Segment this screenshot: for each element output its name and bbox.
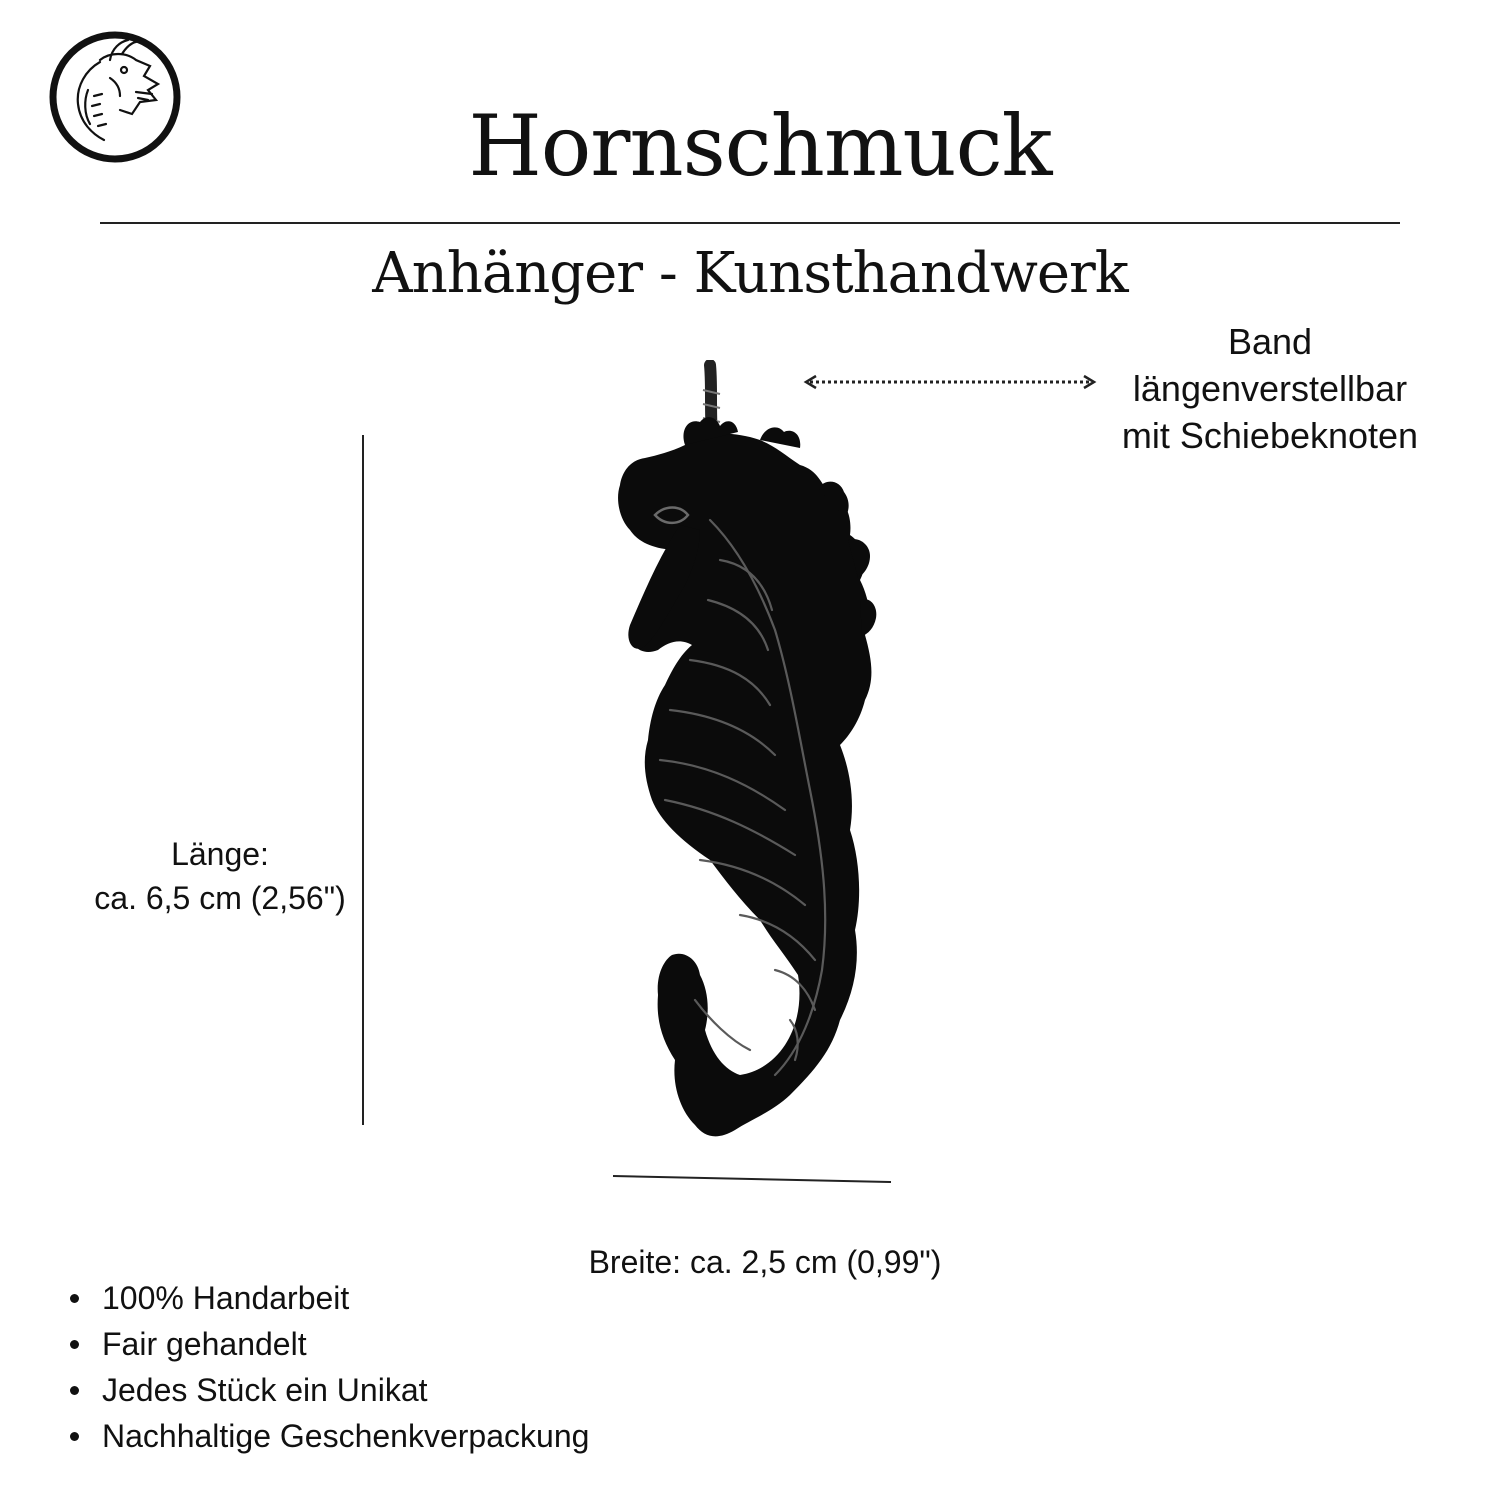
list-item: 100% Handarbeit bbox=[60, 1275, 589, 1321]
length-marker-line bbox=[362, 435, 364, 1125]
title-divider bbox=[100, 222, 1400, 224]
band-note-line: Band bbox=[1227, 321, 1313, 362]
page-title: Hornschmuck bbox=[468, 97, 1052, 195]
length-label-line: Länge: bbox=[171, 836, 269, 872]
feature-list bbox=[60, 1275, 589, 1459]
band-note-line: längenverstellbar bbox=[1132, 368, 1408, 409]
page-subtitle: Anhänger - Kunsthandwerk bbox=[372, 241, 1128, 306]
width-marker-line bbox=[605, 1170, 900, 1190]
list-item: Nachhaltige Geschenkverpackung bbox=[60, 1413, 589, 1459]
length-label bbox=[60, 832, 380, 920]
length-label-line: ca. 6,5 cm (2,56") bbox=[94, 880, 346, 916]
band-note-line: mit Schiebeknoten bbox=[1121, 415, 1419, 456]
band-note bbox=[1080, 318, 1460, 459]
seahorse-pendant-icon bbox=[560, 360, 900, 1170]
width-label: Breite: ca. 2,5 cm (0,99") bbox=[588, 1244, 942, 1280]
list-item: Jedes Stück ein Unikat bbox=[60, 1367, 589, 1413]
list-item: Fair gehandelt bbox=[60, 1321, 589, 1367]
